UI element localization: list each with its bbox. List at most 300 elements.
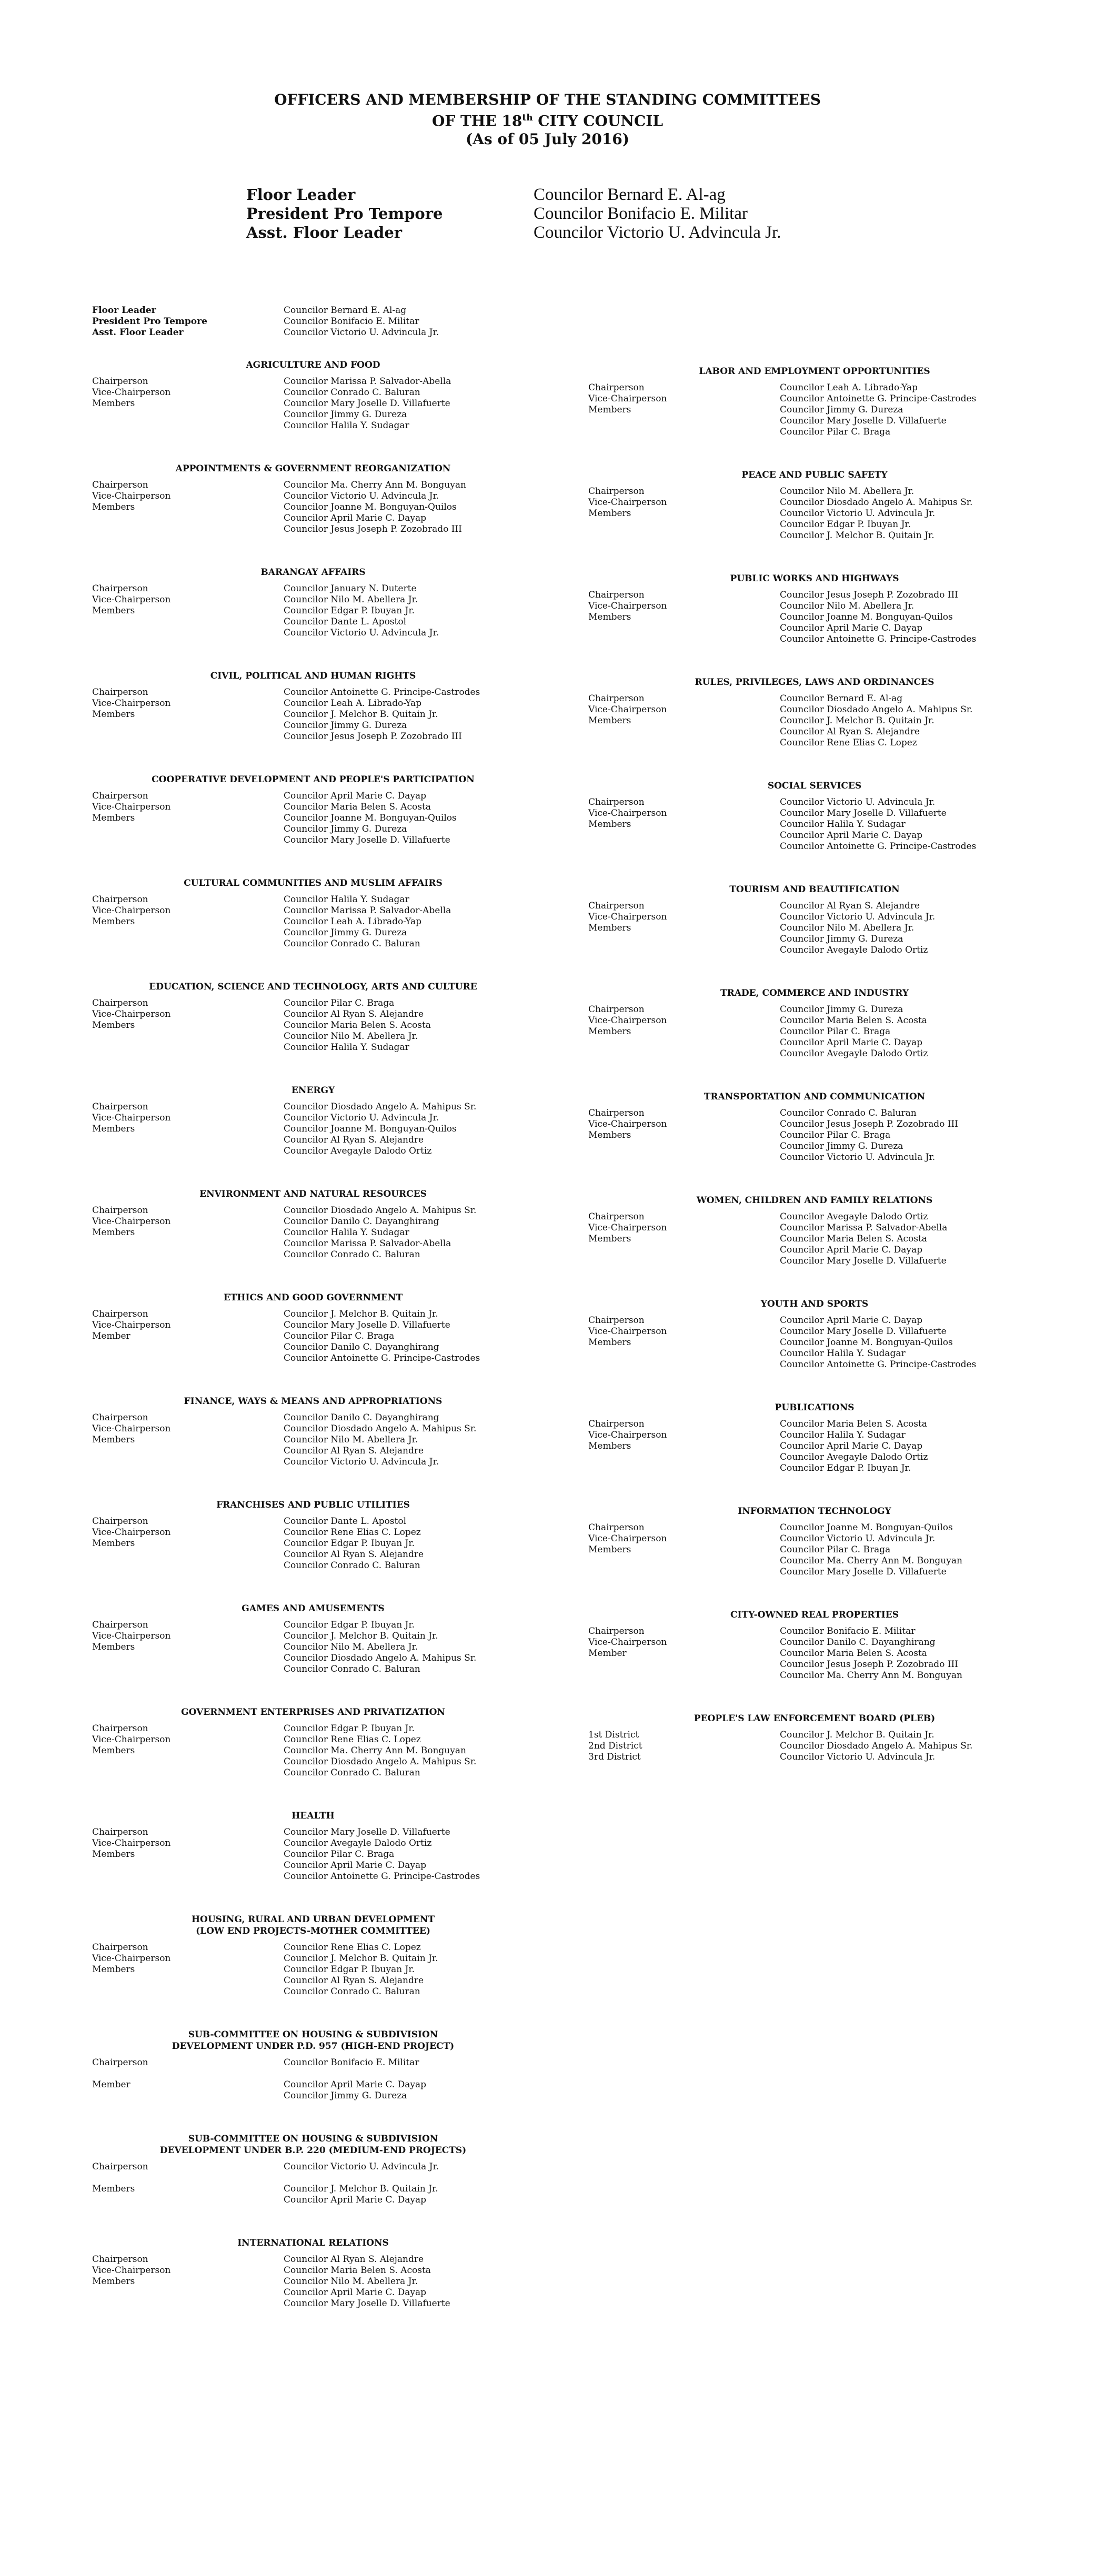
member-name: Councilor Avegayle Dalodo Ortiz [780,1452,928,1462]
committee-block [92,1810,534,1882]
member-name: Councilor Conrado C. Baluran [284,1249,420,1260]
committee-title: FRANCHISES AND PUBLIC UTILITIES [216,1500,410,1510]
committee-subtitle: (LOW END PROJECTS-MOTHER COMMITTEE) [196,1926,430,1936]
committee-members [588,797,1041,852]
committee-members [588,693,1041,749]
member-role: Chairperson [92,1620,148,1630]
committee-members [92,2254,534,2309]
committee-block [588,366,1041,438]
member-name: Councilor Edgar P. Ibuyan Jr. [284,605,415,616]
member-name: Councilor Leah A. Librado-Yap [284,916,422,927]
member-role: Chairperson [588,590,645,600]
member-name: Councilor Pilar C. Braga [780,1544,891,1555]
committee-members [92,1620,534,1675]
member-name: Councilor Joanne M. Bonguyan-Quilos [780,1337,953,1348]
member-role: Chairperson [92,687,148,698]
member-name: Councilor Antoinette G. Principe-Castrodes [780,1359,977,1370]
member-name: Councilor Mary Joselle D. Villafuerte [284,2298,450,2309]
member-name: Councilor Diosdado Angelo A. Mahipus Sr. [780,1741,973,1751]
committee-block [92,670,534,742]
member-role: 3rd District [588,1752,641,1762]
committee-block [588,1506,1041,1578]
member-name: Councilor Jesus Joseph P. Zozobrado III [284,524,462,534]
member-role [92,1560,284,1571]
committee-members [588,1626,1041,1681]
member-name: Councilor Maria Belen S. Acosta [780,1648,927,1659]
member-role: Members [92,916,135,927]
member-role: Members [588,923,631,933]
member-name: Councilor Jimmy G. Dureza [780,1141,903,1151]
committee-members [588,382,1041,438]
member-name: Councilor Victorio U. Advincula Jr. [780,1533,936,1544]
committee-block [92,1914,534,1997]
member-name: Councilor Al Ryan S. Alejandre [284,1975,424,1986]
member-role: Members [588,508,631,519]
member-name: Councilor Maria Belen S. Acosta [780,1419,927,1429]
member-name: Councilor J. Melchor B. Quitain Jr. [284,2184,438,2194]
committee-members [92,1516,534,1571]
member-name: Councilor Jimmy G. Dureza [284,720,407,731]
member-name: Councilor Halila Y. Sudagar [284,420,409,431]
member-name: Councilor January N. Duterte [284,583,417,594]
committee-block [588,1713,1041,1763]
member-name: Councilor Mary Joselle D. Villafuerte [780,1567,947,1577]
member-name: Councilor Halila Y. Sudagar [284,1042,409,1053]
committee-block [588,1091,1041,1163]
committee-block [92,2133,534,2206]
member-name: Councilor April Marie C. Dayap [284,1860,427,1871]
member-role: Vice-Chairperson [588,1119,667,1129]
member-name: Councilor Danilo C. Dayanghirang [284,1216,439,1227]
committee-title: HEALTH [292,1811,335,1821]
committee-block [92,1706,534,1779]
member-role: Chairperson [588,901,645,911]
member-name: Councilor Victorio U. Advincula Jr. [780,1752,936,1762]
member-name: Councilor Edgar P. Ibuyan Jr. [780,1463,911,1473]
member-name: Councilor Leah A. Librado-Yap [284,698,422,709]
member-role [92,1353,284,1364]
committee-title: TOURISM AND BEAUTIFICATION [729,884,900,895]
member-name: Councilor Diosdado Angelo A. Mahipus Sr. [284,1423,477,1434]
member-name: Councilor Diosdado Angelo A. Mahipus Sr. [284,1756,477,1767]
member-role: Vice-Chairperson [588,497,667,508]
member-role: Members [588,715,631,726]
member-role: Vice-Chairperson [92,1113,171,1123]
committee-title: PUBLIC WORKS AND HIGHWAYS [730,573,899,584]
member-role: Vice-Chairperson [92,594,171,605]
committee-block [92,1396,534,1468]
member-role: 2nd District [588,1741,642,1751]
member-role: Vice-Chairperson [92,2265,171,2276]
committee-members [92,1309,534,1364]
committee-block [92,463,534,535]
member-name: Councilor April Marie C. Dayap [284,2287,427,2298]
member-role: Vice-Chairperson [92,491,171,501]
member-name: Councilor Pilar C. Braga [284,998,395,1008]
member-role [588,945,780,956]
member-name: Councilor Nilo M. Abellera Jr. [284,1435,418,1445]
leader-summary-row: Floor Leader Councilor Bernard E. Al-ag [92,305,407,316]
member-role: Members [92,1124,135,1134]
member-name: Councilor Pilar C. Braga [284,1331,395,1341]
member-role: Vice-Chairperson [588,808,667,819]
member-name: Councilor Danilo C. Dayanghirang [284,1342,439,1352]
member-name: Councilor April Marie C. Dayap [284,2195,427,2205]
member-name: Councilor Jimmy G. Dureza [284,824,407,834]
member-role: Members [92,605,135,616]
member-role [588,1359,780,1370]
member-role: Chairperson [92,583,148,594]
committee-title: PEACE AND PUBLIC SAFETY [741,470,888,480]
committee-members [92,1205,534,1260]
member-role [588,519,780,530]
member-name: Councilor Victorio U. Advincula Jr. [284,1113,439,1123]
member-name: Councilor April Marie C. Dayap [780,830,923,841]
committee-block [588,1195,1041,1267]
member-role [92,1342,284,1353]
member-name: Councilor Ma. Cherry Ann M. Bonguyan [284,480,466,490]
member-role [92,1975,284,1986]
member-role: Chairperson [588,1522,645,1533]
member-name: Councilor Jimmy G. Dureza [284,409,407,420]
member-name: Councilor Halila Y. Sudagar [284,894,409,905]
committee-block [92,1603,534,1675]
member-role: Members [92,1020,135,1031]
member-role: Vice-Chairperson [92,1953,171,1964]
member-name: Councilor Diosdado Angelo A. Mahipus Sr. [780,497,973,508]
committee-block [588,884,1041,956]
committee-block [92,2237,534,2309]
committee-title: INFORMATION TECHNOLOGY [738,1506,891,1517]
member-name: Councilor Jesus Joseph P. Zozobrado III [780,1119,958,1129]
member-name: Councilor Edgar P. Ibuyan Jr. [284,1723,415,1734]
member-role [92,1860,284,1871]
committee-title: PUBLICATIONS [775,1402,855,1413]
member-name: Councilor Antoinette G. Principe-Castrodes [284,687,480,698]
committee-title: CIVIL, POLITICAL AND HUMAN RIGHTS [210,671,416,681]
member-name: Councilor Nilo M. Abellera Jr. [284,1031,418,1042]
member-name: Councilor Conrado C. Baluran [284,1664,420,1674]
committee-members [588,1004,1041,1059]
committee-members [92,1942,534,1997]
member-name: Councilor Mary Joselle D. Villafuerte [780,416,947,426]
member-role: Members [92,1642,135,1652]
title-line-2: OF THE 18th CITY COUNCIL [431,112,664,130]
member-role [92,1871,284,1882]
member-role: Chairperson [92,376,148,387]
member-name: Councilor Dante L. Apostol [284,617,407,627]
committee-title: ENERGY [291,1085,335,1096]
member-role: Vice-Chairperson [588,393,667,404]
member-role: Vice-Chairperson [92,1216,171,1227]
member-role: Chairperson [588,1004,645,1015]
member-name: Councilor Ma. Cherry Ann M. Bonguyan [284,1745,466,1756]
committee-members [92,2161,534,2206]
member-name: Councilor Nilo M. Abellera Jr. [284,2276,418,2287]
member-role: Members [92,398,135,409]
member-role [588,1245,780,1256]
member-role: Members [588,1337,631,1348]
committee-title: PEOPLE'S LAW ENFORCEMENT BOARD (PLEB) [694,1713,936,1724]
member-name: Councilor Nilo M. Abellera Jr. [780,601,915,611]
member-name: Councilor J. Melchor B. Quitain Jr. [284,1631,438,1641]
leader-row: Asst. Floor Leader Councilor Victorio U. Advincula Jr. [246,223,781,242]
member-name: Councilor Nilo M. Abellera Jr. [780,923,915,933]
member-name: Councilor Joanne M. Bonguyan-Quilos [284,502,457,512]
member-name: Councilor Mary Joselle D. Villafuerte [780,1256,947,1266]
member-role: Vice-Chairperson [588,1223,667,1233]
member-role: Chairperson [92,1102,148,1112]
committee-block [588,987,1041,1059]
member-role [588,738,780,749]
member-role [588,1141,780,1152]
member-name: Councilor Jesus Joseph P. Zozobrado III [284,731,462,742]
member-role [92,524,284,535]
member-name: Councilor Bonifacio E. Militar [284,2057,419,2068]
member-name: Councilor J. Melchor B. Quitain Jr. [780,530,935,541]
committee-title: ENVIRONMENT AND NATURAL RESOURCES [199,1189,427,1199]
committee-title: TRADE, COMMERCE AND INDUSTRY [720,988,909,998]
member-role [588,1048,780,1059]
member-name: Councilor Diosdado Angelo A. Mahipus Sr. [284,1653,477,1663]
member-name: Councilor Nilo M. Abellera Jr. [284,1642,418,1652]
member-name: Councilor April Marie C. Dayap [780,1037,923,1048]
member-role: Chairperson [92,1516,148,1527]
member-role: Members [92,1745,135,1756]
member-role: Chairperson [588,1315,645,1326]
member-name: Councilor Mary Joselle D. Villafuerte [780,1326,947,1337]
member-role: Chairperson [92,998,148,1008]
committee-block [92,2029,534,2102]
member-role [92,938,284,949]
member-role [92,720,284,731]
member-role [92,1146,284,1157]
member-name: Councilor Edgar P. Ibuyan Jr. [284,1538,415,1549]
committee-title: HOUSING, RURAL AND URBAN DEVELOPMENT (LOW END PROJECTS-MOTHER COMMITTEE) [92,1914,534,1937]
committee-block [92,567,534,639]
member-name: Councilor Bonifacio E. Militar [780,1626,916,1636]
committee-members [92,480,534,535]
member-name: Councilor April Marie C. Dayap [780,1441,923,1451]
committee-members [92,894,534,949]
member-name: Councilor Jesus Joseph P. Zozobrado III [780,1659,958,1670]
member-name: Councilor April Marie C. Dayap [780,623,923,633]
member-role [92,1042,284,1053]
member-name: Councilor Joanne M. Bonguyan-Quilos [780,612,953,622]
member-role [92,1664,284,1675]
member-role [588,1555,780,1567]
member-name: Councilor Al Ryan S. Alejandre [284,2254,424,2265]
member-role [92,927,284,938]
member-name: Councilor Victorio U. Advincula Jr. [780,797,936,807]
member-role: Members [92,2276,135,2287]
member-role [588,1567,780,1578]
committee-title: ETHICS AND GOOD GOVERNMENT [223,1292,403,1303]
committee-members [92,687,534,742]
member-name: Councilor Jimmy G. Dureza [284,927,407,938]
member-role [92,2195,284,2206]
member-role: Vice-Chairperson [588,1430,667,1440]
committee-block [588,676,1041,749]
member-role [588,1452,780,1463]
member-name: Councilor Pilar C. Braga [284,1849,395,1860]
member-role: Vice-Chairperson [92,802,171,812]
committee-title: BARANGAY AFFAIRS [260,567,366,578]
leader-row: President Pro Tempore Councilor Bonifacio E. Militar [246,204,748,223]
member-name: Councilor Conrado C. Baluran [284,938,420,949]
committee-members [588,486,1041,541]
committee-members [92,791,534,846]
member-role: Vice-Chairperson [92,1734,171,1745]
member-role: Members [588,405,631,415]
member-name: Councilor Jimmy G. Dureza [780,1004,903,1015]
member-name: Councilor Pilar C. Braga [780,1130,891,1140]
member-name: Councilor Rene Elias C. Lopez [284,1942,421,1953]
member-role: Members [92,502,135,512]
member-name: Councilor Maria Belen S. Acosta [284,802,431,812]
member-role [588,623,780,634]
member-role: Members [588,612,631,622]
member-role: Members [92,1964,135,1975]
document-title [0,90,1095,148]
member-role: Members [92,1849,135,1860]
member-name: Councilor Avegayle Dalodo Ortiz [284,1146,432,1156]
member-name: Councilor Al Ryan S. Alejandre [284,1549,424,1560]
member-name: Councilor Marissa P. Salvador-Abella [284,1238,451,1249]
member-name: Councilor Rene Elias C. Lopez [284,1527,421,1538]
member-role: Vice-Chairperson [92,1320,171,1330]
member-role [588,1348,780,1359]
committee-title: LABOR AND EMPLOYMENT OPPORTUNITIES [699,366,930,377]
member-role: Vice-Chairperson [92,1838,171,1848]
member-name: Councilor Edgar P. Ibuyan Jr. [284,1964,415,1975]
member-role: Member [92,1331,130,1341]
member-name: Councilor Maria Belen S. Acosta [284,2265,431,2276]
member-role [92,1549,284,1560]
committee-title: SUB-COMMITTEE ON HOUSING & SUBDIVISION DEVELOPMENT UNDER P.D. 957 (HIGH-END PROJECT) [92,2029,534,2052]
member-role: Members [92,709,135,720]
member-name: Councilor Mary Joselle D. Villafuerte [284,398,450,409]
member-role: Chairperson [588,1626,645,1636]
member-role: Vice-Chairperson [92,905,171,916]
member-role: Chairperson [92,1723,148,1734]
member-role: Members [92,2184,135,2194]
committee-block [588,1402,1041,1474]
member-role [588,1152,780,1163]
member-role: Members [588,819,631,830]
committee-title: CITY-OWNED REAL PROPERTIES [730,1610,899,1620]
member-name: Councilor Al Ryan S. Alejandre [780,901,920,911]
member-name: Councilor Ma. Cherry Ann M. Bonguyan [780,1555,962,1566]
leaders-summary [92,305,534,338]
member-name: Councilor Al Ryan S. Alejandre [780,726,920,737]
member-role [588,634,780,645]
committee-block [92,1499,534,1571]
member-role: Vice-Chairperson [92,387,171,398]
member-role: Member [588,1648,627,1659]
member-role: Chairperson [92,2161,148,2172]
member-role: Members [588,1544,631,1555]
member-name: Councilor Maria Belen S. Acosta [780,1234,927,1244]
member-role: Chairperson [588,693,645,704]
member-name: Councilor Avegayle Dalodo Ortiz [780,945,928,955]
member-role [92,1031,284,1042]
member-role [588,726,780,738]
member-role [92,2068,284,2079]
member-role: Members [92,1538,135,1549]
member-role [92,1767,284,1779]
member-name: Councilor Halila Y. Sudagar [284,1227,409,1238]
member-role [92,1653,284,1664]
committee-subtitle: DEVELOPMENT UNDER B.P. 220 (MEDIUM-END PROJECTS) [159,2145,467,2156]
committee-block [92,981,534,1053]
member-role: Chairperson [588,797,645,807]
member-name: Councilor Victorio U. Advincula Jr. [780,508,936,519]
member-name: Councilor Jimmy G. Dureza [780,405,903,415]
member-name: Councilor Marissa P. Salvador-Abella [780,1223,948,1233]
member-name: Councilor Antoinette G. Principe-Castrodes [780,393,977,404]
member-name: Councilor April Marie C. Dayap [284,2079,427,2090]
member-name: Councilor April Marie C. Dayap [284,791,427,801]
member-role: Chairperson [92,1309,148,1319]
member-name: Councilor Edgar P. Ibuyan Jr. [284,1620,415,1630]
member-role: Member [92,2079,130,2090]
member-role [92,2173,284,2184]
leader-summary-row: President Pro Tempore Councilor Bonifacio E. Militar [92,316,419,327]
member-role: Members [588,1441,631,1451]
member-role: Chairperson [588,1419,645,1429]
committee-members [92,1102,534,1157]
title-line-1: OFFICERS AND MEMBERSHIP OF THE STANDING COMMITTEES [274,91,821,108]
leader-row: Floor Leader Councilor Bernard E. Al-ag [246,185,726,204]
committee-members [588,1419,1041,1474]
member-role: Chairperson [92,894,148,905]
member-role [92,409,284,420]
member-role [92,2090,284,2102]
committee-subtitle: DEVELOPMENT UNDER P.D. 957 (HIGH-END PROJECT) [172,2041,455,2052]
member-role [92,2287,284,2298]
member-role: Members [92,813,135,823]
member-name: Councilor Leah A. Librado-Yap [780,382,918,393]
committee-title: COOPERATIVE DEVELOPMENT AND PEOPLE'S PARTICIPATION [152,774,475,785]
member-name: Councilor Diosdado Angelo A. Mahipus Sr. [780,704,973,715]
member-name: Councilor Al Ryan S. Alejandre [284,1009,424,1019]
member-name: Councilor April Marie C. Dayap [284,513,427,523]
member-role [92,1756,284,1767]
member-role [588,1670,780,1681]
member-role [588,830,780,841]
member-role: Vice-Chairperson [92,1009,171,1019]
member-name: Councilor Victorio U. Advincula Jr. [780,1152,936,1163]
member-role: Vice-Chairperson [92,1423,171,1434]
title-line-3: (As of 05 July 2016) [465,130,630,148]
member-role [92,513,284,524]
member-role [92,1457,284,1468]
member-name: Councilor Dante L. Apostol [284,1516,407,1527]
committee-title: SUB-COMMITTEE ON HOUSING & SUBDIVISION DEVELOPMENT UNDER B.P. 220 (MEDIUM-END PROJECTS) [92,2133,534,2156]
member-name: Councilor Rene Elias C. Lopez [780,738,917,748]
member-role: Members [92,1227,135,1238]
member-role: Chairperson [92,1205,148,1216]
member-name: Councilor Joanne M. Bonguyan-Quilos [780,1522,953,1533]
committee-members [92,998,534,1053]
member-role [588,1037,780,1048]
member-name: Councilor Danilo C. Dayanghirang [284,1412,439,1423]
member-name: Councilor J. Melchor B. Quitain Jr. [284,1309,438,1319]
member-role [92,1135,284,1146]
committee-members [92,1723,534,1779]
committee-title: TRANSPORTATION AND COMMUNICATION [704,1092,926,1102]
